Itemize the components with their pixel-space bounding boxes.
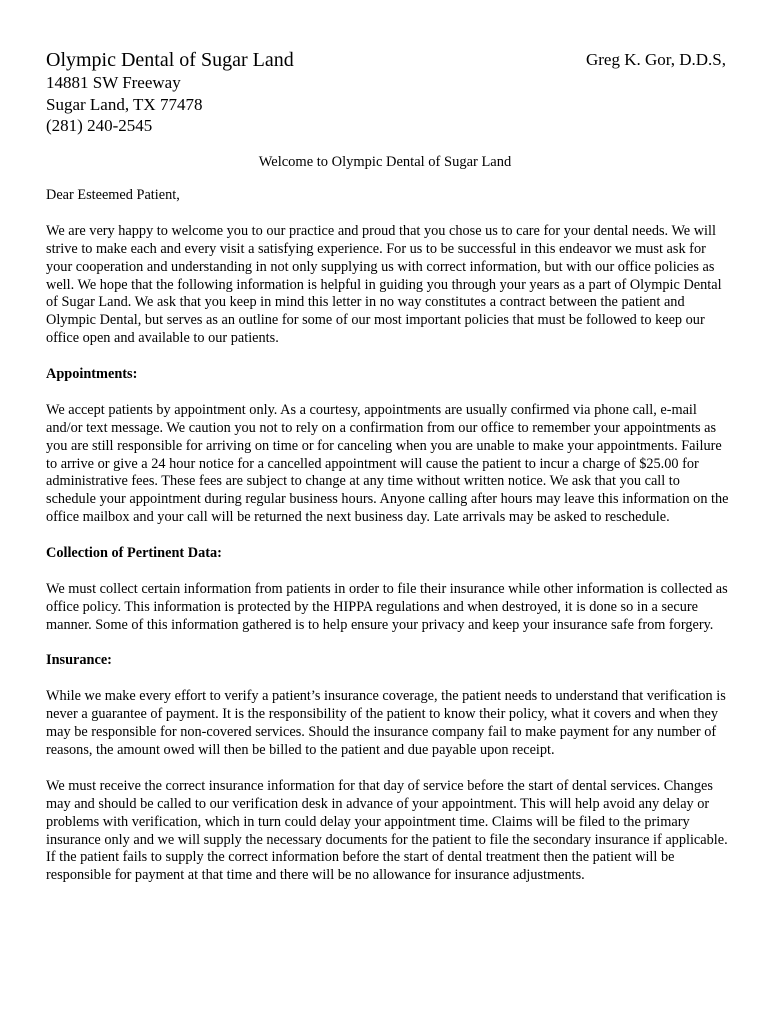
appointments-heading: Appointments: (46, 366, 138, 383)
doctor-name: Greg K. Gor, D.D.S, (585, 50, 726, 69)
insurance-paragraph-2: We must receive the correct insurance information for that day of service before the start of dental services. Changes may and should be called to our verification desk in advance of your appointment. This will help avoid any delay or problems with verification, which in turn could delay your appointment time. Claims will be filed to the primary insurance only and we will supply the necessary documents for the patient to file the secondary insurance if applicable. If the patient fails to supply the correct information before the start of dental treatment then the patient will be responsible for payment at that time and there will be no allowance for insurance adjustments. (46, 777, 728, 884)
insurance-paragraph-1: While we make every effort to verify a patient’s insurance coverage, the patient needs to understand that verification is never a guarantee of payment. It is the responsibility of the patient to know their policy, what it covers and when they may be responsible for non-covered services. Should the insurance company fail to make payment for any number of reasons, the amount owed will then be billed to the patient and due payable upon receipt. (46, 688, 726, 758)
letter-body (46, 187, 730, 903)
letterhead (46, 48, 726, 137)
address-line-2: Sugar Land, TX 77478 (46, 94, 203, 114)
intro-paragraph: We are very happy to welcome you to our practice and proud that you chose us to care for your dental needs. We will strive to make each and every visit a satisfying experience. For us to be successful in this endeavor we must ask for your cooperation and understanding in not only supplying us with correct information, but with our office policies as well. We hope that the following information is helpful in guiding you through your years as a part of Olympic Dental of Sugar Land. We ask that you keep in mind this letter in no way constitutes a contract between the patient and Olympic Dental, but serves as an outline for some of our most important policies that must be followed to keep our office open and available to our patients. (46, 222, 722, 347)
welcome-title: Welcome to Olympic Dental of Sugar Land (258, 154, 512, 170)
collection-paragraph: We must collect certain information from patients in order to file their insurance while other information is collected as office policy. This information is protected by the HIPPA regulations and when destroyed, it is done so in a secure manner. Some of this information gathered is to help ensure your privacy and keep your insurance safe from forgery. (46, 580, 728, 633)
address-line-1: 14881 SW Freeway (46, 73, 181, 92)
insurance-heading: Insurance: (46, 652, 112, 669)
appointments-paragraph: We accept patients by appointment only. As a courtesy, appointments are usually confirmed via phone call, e-mail and/or text message. We caution you not to rely on a confirmation from our office to remember your appointments as you are still responsible for arriving on time or for canceling when you are unable to make your appointments. Failure to arrive or give a 24 hour notice for a cancelled appointment will cause the patient to incur a charge of $25.00 for administrative fees. These fees are subject to change at any time without written notice. We ask that you call to schedule your appointment during regular business hours. Anyone calling after hours may leave this information on the office mailbox and your call will be returned the next business day. Late arrivals may be asked to reschedule. (46, 401, 729, 526)
phone-number: (281) 240-2545 (46, 116, 153, 135)
practice-name: Olympic Dental of Sugar Land (46, 49, 294, 71)
collection-heading: Collection of Pertinent Data: (46, 545, 222, 562)
salutation: Dear Esteemed Patient, (46, 187, 180, 203)
